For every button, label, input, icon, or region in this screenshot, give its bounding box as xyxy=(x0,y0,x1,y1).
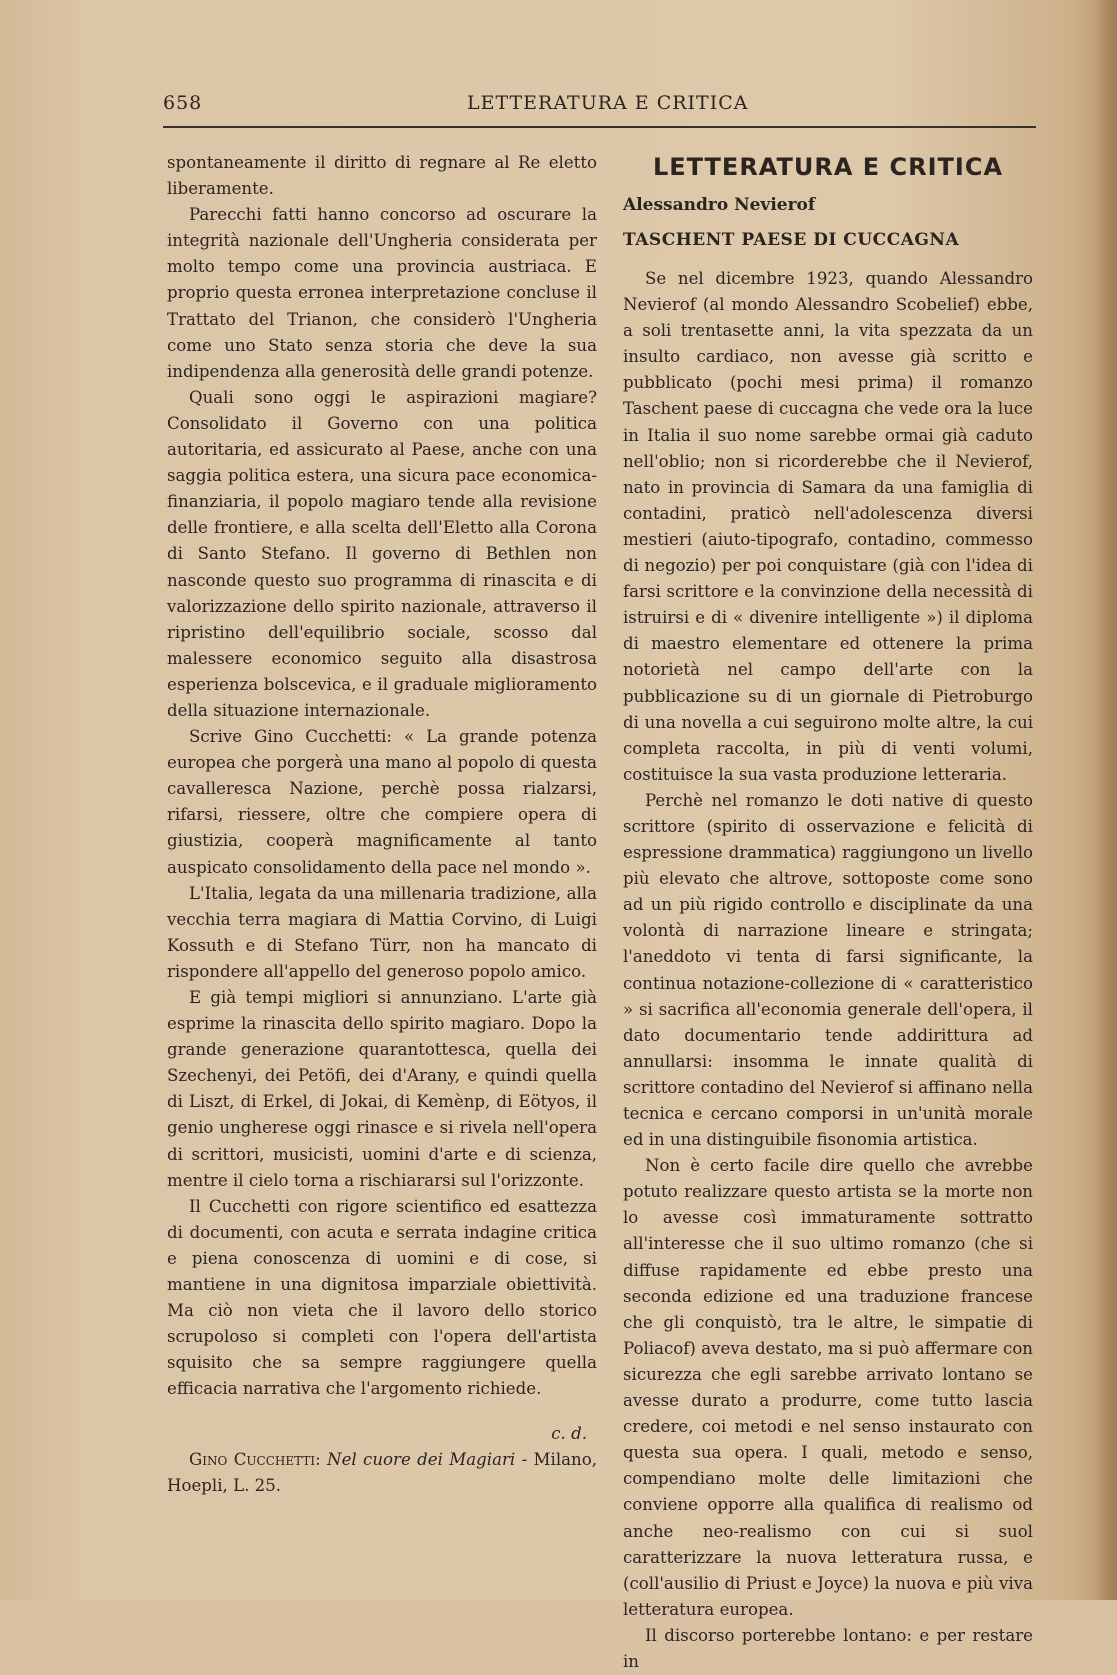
paragraph: E già tempi migliori si annunziano. L'arte già esprime la rinascita dello spirito magiaro. Dopo la grande generazione quarantottesca, quella dei Szechenyi, dei Petöfi, dei d'Arany, e quindi quella di Liszt, di Erkel, di Jokai, di Kemènp, di Eötyos, il genio ungherese oggi rinasce e si rivela nell'opera di scrittori, musicisti, uomini d'arte e di scienza, mentre il cielo torna a rischiararsi sul l'orizzonte. xyxy=(167,988,597,1190)
signature: c. d. xyxy=(551,1423,587,1443)
paragraph: Non è certo facile dire quello che avrebbe potuto realizzare questo artista se la morte non lo avesse così immaturamente sottratto all'interesse che il suo ultimo romanzo (che si diffuse rapidamente ed ebbe presto una seconda edizione ed una traduzione francese che gli conquistò, tra le altre, le simpatie di Poliacof) aveva destato, ma si può affermare con sicurezza che egli sarebbe arrivato lontano se avesse durato a produrre, come tutto lascia credere, coi metodi e nel senso instaurato con questa sua opera. I quali, metodo e senso, compendiano molte delle limitazioni che conviene opporre alla qualifica di realismo od anche neo-realismo con cui si suol caratterizzare la nuova letteratura russa, e (coll'ausilio di Priust e Joyce) la nuova e più viva letteratura europea. xyxy=(623,1156,1033,1619)
right-column xyxy=(623,150,1033,1675)
paragraph: Parecchi fatti hanno concorso ad oscurare la integrità nazionale dell'Ungheria considerata per molto tempo come una provincia austriaca. E proprio questa erronea interpretazione concluse il Trattato del Trianon, che considerò l'Ungheria come uno Stato senza storia che deve la sua indipendenza alla generosità delle grandi potenze. xyxy=(167,205,597,381)
running-title: LETTERATURA E CRITICA xyxy=(467,92,749,114)
bib-author: Gino Cucchetti xyxy=(189,1449,316,1469)
left-column xyxy=(167,150,597,1499)
running-head xyxy=(163,92,1036,122)
page-number: 658 xyxy=(163,92,203,114)
bib-title: Nel cuore dei Magiari xyxy=(327,1449,516,1469)
page-spine-shadow xyxy=(1095,0,1117,1600)
paragraph: Il discorso porterebbe lontano: e per restare in xyxy=(623,1625,1033,1671)
paragraph: spontaneamente il diritto di regnare al Re eletto liberamente. xyxy=(167,153,597,199)
bibliography xyxy=(167,1447,597,1499)
paragraph: Scrive Gino Cucchetti: « La grande potenza europea che porgerà una mano al popolo di questa cavalleresca Nazione, perchè possa rialzarsi, rifarsi, riessere, oltre che compiere opera di giustizia, cooperà magnificamente al tanto auspicato consolidamento della pace nel mondo ». xyxy=(167,727,597,877)
paragraph: Se nel dicembre 1923, quando Alessandro Nevierof (al mondo Alessandro Scobelief) ebbe, a soli trentasette anni, la vita spezzata da un insulto cardiaco, non avesse già scritto e pubblicato (pochi mesi prima) il romanzo Taschent paese di cuccagna che vede ora la luce in Italia il suo nome sarebbe ormai già caduto nell'oblio; non si ricorderebbe che il Nevierof, nato in provincia di Samara da una famiglia di contadini, praticò nell'adolescenza diversi mestieri (aiuto-tipografo, contadino, commesso di negozio) per poi conquistare (già con l'idea di farsi scrittore e la convinzione della necessità di istruirsi e di « divenire intelligente ») il diploma di maestro elementare ed ottenere la prima notorietà nel campo dell'arte con la pubblicazione su di un giornale di Pietroburgo di una novella a cui seguirono molte altre, la cui completa raccolta, in più di venti volumi, costituisce la sua vasta produzione letteraria. xyxy=(623,269,1033,784)
book-title: TASCHENT PAESE DI CUCCAGNA xyxy=(623,230,960,250)
bib-publisher: - Milano, Hoepli, L. 25. xyxy=(167,1449,598,1495)
header-rule xyxy=(163,126,1036,128)
section-title: LETTERATURA E CRITICA xyxy=(652,153,1004,181)
paragraph: L'Italia, legata da una millenaria tradizione, alla vecchia terra magiara di Mattia Corvino, di Luigi Kossuth e di Stefano Türr, non ha mancato di rispondere all'appello del generoso popolo amico. xyxy=(167,883,597,981)
bib-separator: : xyxy=(315,1449,328,1469)
review-author: Alessandro Nevierof xyxy=(623,195,816,215)
paragraph: Il Cucchetti con rigore scientifico ed esattezza di documenti, con acuta e serrata indagine critica e piena conoscenza di uomini e di cose, si mantiene in una dignitosa imparziale obiettività. Ma ciò non vieta che il lavoro dello storico scrupoloso si completi con l'opera dell'artista squisito che sa sempre raggiungere quella efficacia narrativa che l'argomento richiede. xyxy=(167,1196,597,1399)
paragraph: Perchè nel romanzo le doti native di questo scrittore (spirito di osservazione e felicità di espressione drammatica) raggiungono un livello più elevato che altrove, sottoposte come sono ad un più rigido controllo e disciplinate da una volontà di narrazione lineare e stringata; l'aneddoto vi tenta di farsi significante, la continua notazione-collezione di « caratteristico » si sacrifica all'economia generale dell'opera, il dato documentario tende addirittura ad annullarsi: insomma le innate qualità di scrittore contadino del Nevierof si affinano nella tecnica e cercano comporsi in un'unità morale ed in una distinguibile fisonomia artistica. xyxy=(623,790,1033,1150)
paragraph: Quali sono oggi le aspirazioni magiare? Consolidato il Governo con una politica autoritaria, ed assicurato al Paese, anche con una saggia politica estera, una sicura pace economica-finanziaria, il popolo magiaro tende alla revisione delle frontiere, e alla scelta dell'Eletto alla Corona di Santo Stefano. Il governo di Bethlen non nasconde questo suo programma di rinascita e di valorizzazione dello spirito nazionale, attraverso il ripristino dell'equilibrio sociale, scosso dal malessere economico seguito alla disastrosa esperienza bolscevica, e il graduale miglioramento della situazione internazionale. xyxy=(167,387,597,720)
